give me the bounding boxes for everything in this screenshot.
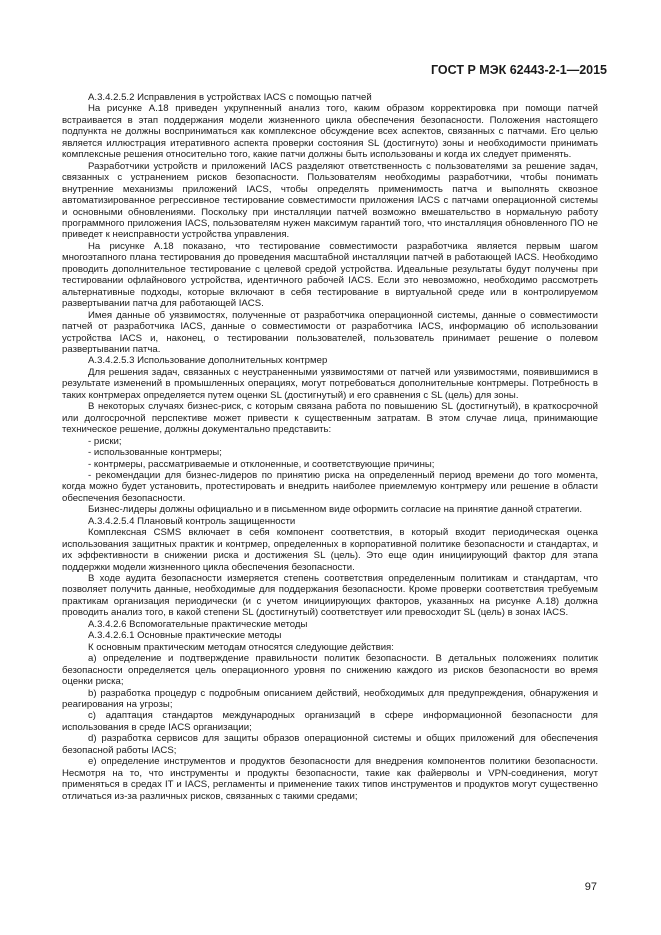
list-item: - риски; — [88, 435, 122, 447]
list-item: е) определение инструментов и продуктов безопасности для внедрения компонентов политики безопасности. Несмотря на то, что инструменты и продукты безопасности, такие как файерволы и VPN-соединения, могут применяться в средах IT и IACS, регламенты и применение таких типов инструментов и продуктов могут существенно отличаться из-за различных рисков, связанных с такими средами; — [62, 756, 598, 802]
document-body — [62, 92, 598, 802]
paragraph: Бизнес-лидеры должны официально и в письменном виде оформить согласие на принятие данной стратегии. — [88, 504, 583, 516]
paragraph: Для решения задач, связанных с неустраненными уязвимостями от патчей или уязвимостями, появившимися в результате изменений в промышленных операциях, могут потребоваться дополнительные контрмеры. Потребность в таких контрмерах определяется путем оценки SL (достигнутый) и его сравнения с SL (цель) для зоны. — [62, 366, 598, 401]
paragraph: А.3.4.2.5.4 Плановый контроль защищенности — [88, 515, 296, 527]
page-number: 97 — [584, 881, 597, 893]
paragraph: А.3.4.2.6 Вспомогательные практические методы — [88, 618, 308, 630]
list-item: - рекомендации для бизнес-лидеров по принятию риска на определенный период времени до того момента, когда можно будет установить, протестировать и внедрить наиболее приемлемую контрмеру или решение в области обеспечения безопасности. — [62, 469, 598, 504]
list-item: d) разработка сервисов для защиты образов операционной системы и общих приложений для обеспечения безопасной работы IACS; — [62, 733, 598, 756]
paragraph: А.3.4.2.6.1 Основные практические методы — [88, 630, 282, 642]
paragraph: На рисунке А.18 приведен укрупненный анализ того, каким образом корректировка при помощи патчей встраивается в этап поддержания модели жизненного цикла обеспечения безопасности. Положения настоящего подпункта не должны восприниматься как комплексное обсуждение всех аспектов, связанных с патчами. Его целью является иллюстрация итеративного аспекта проверки состояния SL (достигнуто) зоны и необходимости принимать комплексные решения относительно того, какие патчи должны быть использованы и когда их следует применять. — [62, 103, 598, 161]
paragraph: А.3.4.2.5.2 Исправления в устройствах IACS с помощью патчей — [88, 92, 372, 103]
list-item: b) разработка процедур с подробным описанием действий, необходимых для предупреждения, обнаружения и реагирования на угрозы; — [62, 687, 598, 711]
paragraph: В ходе аудита безопасности измеряется степень соответствия определенным политикам и стандартам, что позволяет получить данные, необходимые для поддержания безопасности. Кроме проверки соответствия требуемым практикам организация периодически (и с учетом инициирующих факторов, указанных на рисунке А.18) должна проводить анализ того, в какой степени SL (достигнутый) соответствует или превосходит SL (цель) в зонах IACS. — [62, 573, 598, 619]
paragraph: К основным практическим методам относятся следующие действия: — [88, 641, 394, 653]
list-item: - контрмеры, рассматриваемые и отклоненные, и соответствующие причины; — [88, 458, 435, 470]
paragraph: Имея данные об уязвимостях, полученные от разработчика операционной системы, данные о совместимости патчей от разработчика IACS, данные о совместимости от разработчика IACS, информацию об использовании устройства IACS и, наконец, о тестировании пользователей, пользователь принимает решение о полевом развертывании патча. — [62, 309, 598, 355]
paragraph: Комплексная CSMS включает в себя компонент соответствия, в который входит периодическая оценка использования защитных практик и контрмер, определенных в корпоративной политике безопасности и стандартах, и их эффективности в снижении риска и достижения SL (цель). Это еще один инициирующий фактор для этапа поддержки модели жизненного цикла обеспечения безопасности. — [62, 527, 598, 573]
paragraph: На рисунке А.18 показано, что тестирование совместимости разработчика является первым шагом многоэтапного плана тестирования до проведения масштабной инсталляции патчей в работающей IACS. Необходимо проводить дополнительное тестирование с целевой средой устройства. Идеальные результаты будут получены при тестировании офлайнового устройства, идентичного рабочей IACS. Если это невозможно, необходимо рассмотреть альтернативные подходы, которые включают в себя тестирование в виртуальной среде или в контролируемом развертывании патча для работающей IACS. — [62, 240, 598, 310]
document-id-header: ГОСТ Р МЭК 62443-2-1—2015 — [431, 63, 607, 77]
paragraph: А.3.4.2.5.3 Использование дополнительных контрмер — [88, 355, 328, 367]
list-item: с) адаптация стандартов международных организаций в сфере информационной безопасности для использования в среде IACS организации; — [62, 710, 598, 733]
paragraph: В некоторых случаях бизнес-риск, с которым связана работа по повышению SL (достигнутый), в краткосрочной или долгосрочной перспективе может привести к существенным затратам. В этом случае лица, принимающие техническое решение, должны документально представить: — [62, 401, 598, 436]
list-item: - использованные контрмеры; — [88, 447, 222, 459]
paragraph: Разработчики устройств и приложений IACS разделяют ответственность с пользователями за решение задач, связанных с устранением рисков безопасности. Пользователям необходимы разработчики, чтобы понимать внутренние механизмы приложений IACS, чтобы определять применимость патча и выполнять сквозное автоматизированное регрессивное тестирование совместимости приложения IACS с патчами операционной системы и основными обновлениями. Поскольку при инсталляции патчей возможно вмешательство в нормальную работу программного приложения IACS, пользователям нужен максимум гарантий того, что инсталляция обновленного ПО не приведет к неисправности устройства управления. — [62, 160, 598, 241]
list-item: а) определение и подтверждение правильности политик безопасности. В детальных положениях политик безопасности определяется цель операционного уровня по снижению каждого из рисков безопасности во время оценки риска; — [62, 653, 598, 688]
